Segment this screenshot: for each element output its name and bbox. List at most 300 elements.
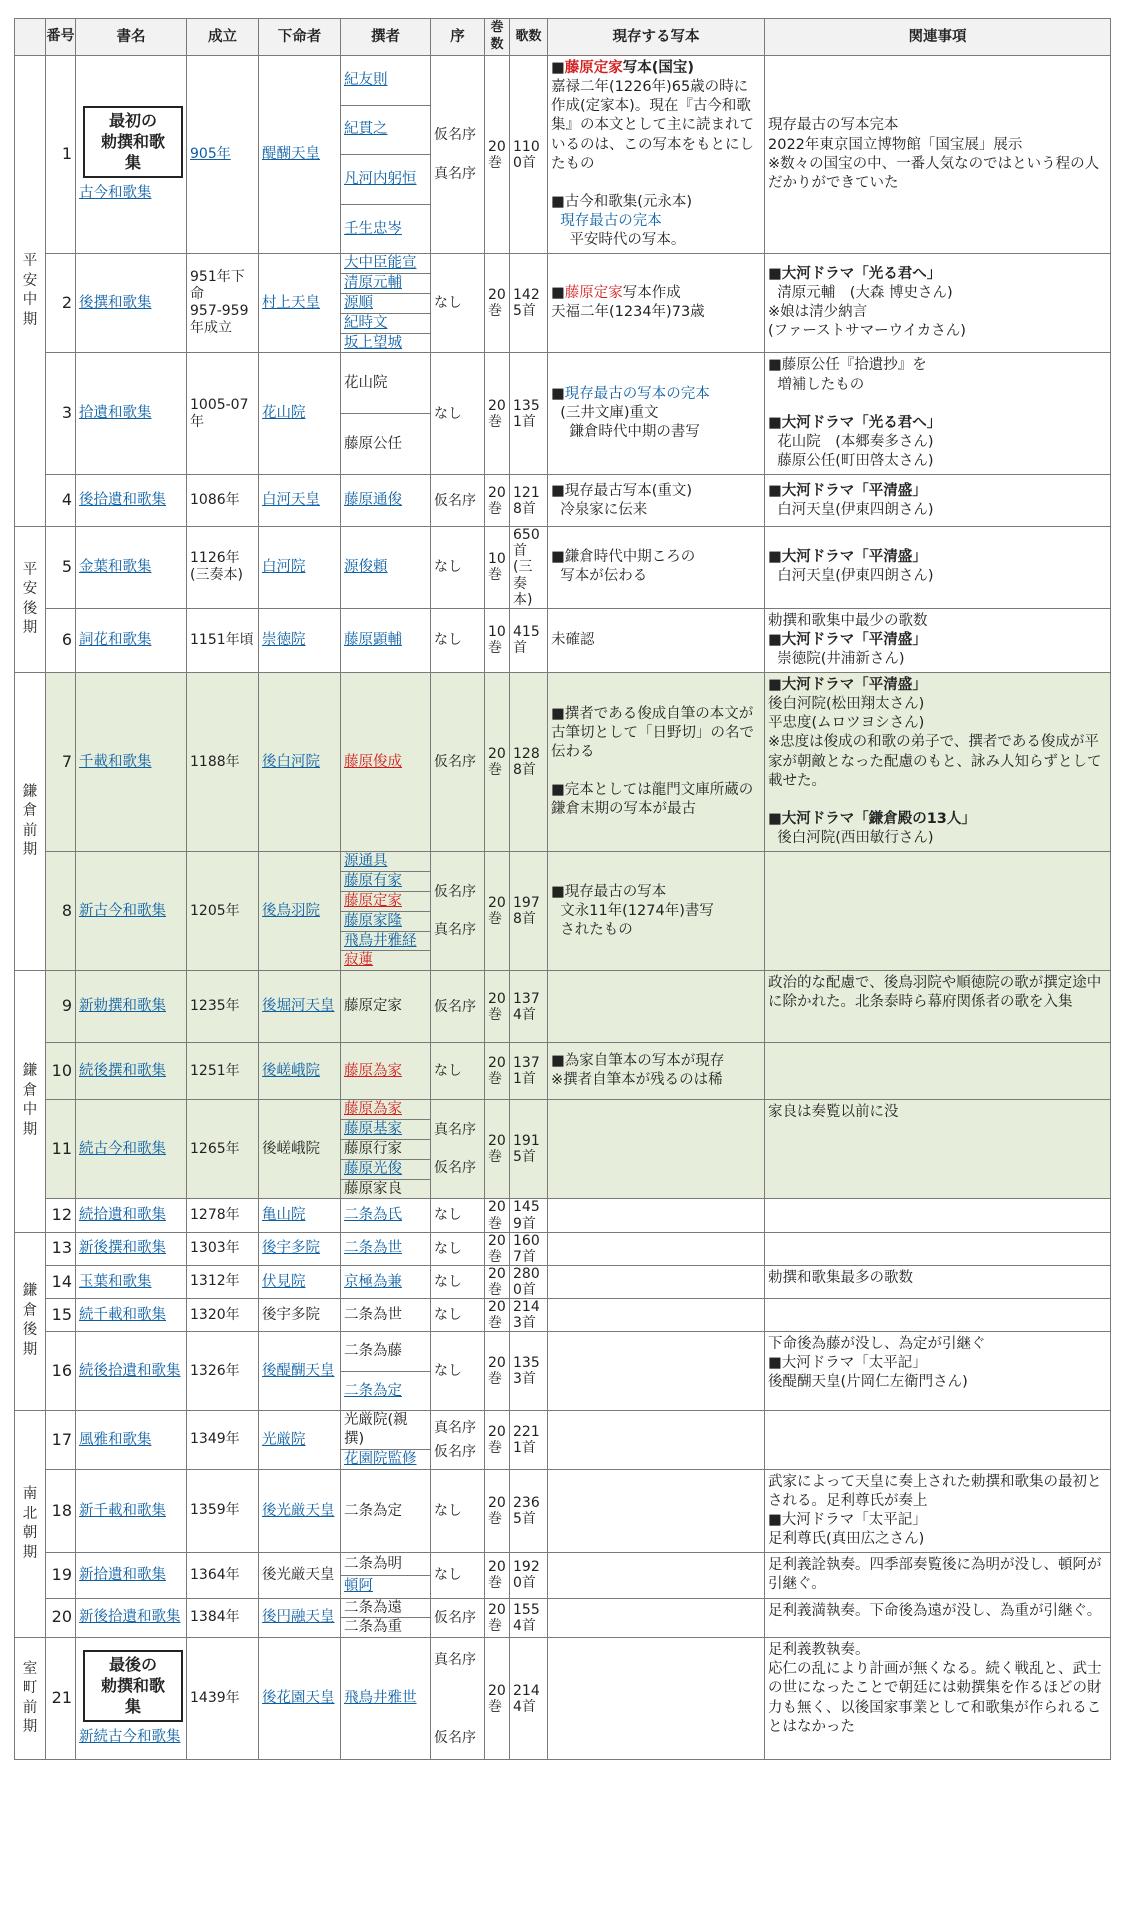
editor-name: 花山院	[344, 374, 388, 391]
editor-name[interactable]: 紀時文	[344, 314, 388, 331]
manuscript-cell	[548, 852, 765, 971]
year-cell	[187, 1100, 259, 1199]
commander-cell	[259, 673, 341, 852]
commander-link[interactable]: 亀山院	[262, 1207, 306, 1224]
anthology-title-link[interactable]: 続千載和歌集	[79, 1306, 166, 1323]
editor-name: 藤原行家	[344, 1140, 402, 1157]
editor-item	[341, 414, 430, 474]
editor-name[interactable]: 紀貫之	[344, 121, 388, 138]
editor-name[interactable]: 頓阿	[344, 1578, 373, 1595]
text-segment: (ファーストサマーウイカさん)	[768, 323, 966, 340]
editors-cell	[341, 1469, 431, 1553]
editor-list	[341, 254, 430, 352]
anthology-title-link[interactable]: 続古今和歌集	[79, 1140, 166, 1157]
preface-item: なし	[434, 1363, 462, 1380]
volume-cell: 10 巻	[485, 608, 510, 672]
manuscript-cell	[548, 56, 765, 254]
commander-link[interactable]: 崇徳院	[262, 631, 306, 648]
row-number: 16	[46, 1332, 76, 1411]
editor-name[interactable]: 壬生忠岑	[344, 220, 402, 237]
editor-name[interactable]: 寂蓮	[344, 952, 373, 969]
volume-cell: 20 巻	[485, 1638, 510, 1760]
preface-cell	[431, 1299, 485, 1332]
editor-name: 二条為世	[344, 1306, 402, 1323]
editor-list	[341, 1332, 430, 1410]
commander-link[interactable]: 後宇多院	[262, 1240, 320, 1257]
editor-item	[341, 475, 430, 526]
editor-name: 藤原定家	[344, 998, 402, 1015]
commander-link[interactable]: 後円融天皇	[262, 1609, 335, 1626]
editor-name[interactable]: 藤原光俊	[344, 1160, 402, 1177]
anthology-title-link[interactable]: 続後拾遺和歌集	[79, 1362, 181, 1379]
editor-list	[341, 475, 430, 526]
text-segment: ■大河ドラマ「鎌倉殿の13人」	[768, 810, 976, 827]
anthology-row	[15, 852, 1111, 971]
era-char: 鎌	[22, 1063, 38, 1080]
text-segment: 足利義詮執奏。四季部奏覧後に為明が没し、頓阿が引継ぐ。	[768, 1557, 1102, 1593]
text-segment: ■大河ドラマ「太平記」	[768, 1355, 927, 1372]
anthology-title-link[interactable]: 続拾遺和歌集	[79, 1207, 166, 1224]
volume-cell: 20 巻	[485, 1199, 510, 1232]
editor-item	[341, 892, 430, 912]
text-segment: 政治的な配慮で、後鳥羽院や順徳院の歌が撰定途中に除かれた。北条泰時ら幕府関係者の歌を入集	[768, 975, 1102, 1011]
volume-cell: 20 巻	[485, 1299, 510, 1332]
anthology-title-link[interactable]: 玉葉和歌集	[79, 1273, 152, 1290]
text-segment: 足利義教執奏。 応仁の乱により計画が無くなる。続く戦乱と、武士の世になったことで朝廷には勅撰集を作るほどの財力も無く、以後国家事業として和歌集が作られることはなかった	[768, 1642, 1102, 1735]
editor-item	[341, 1576, 430, 1598]
preface-cell	[431, 56, 485, 254]
poem-count-cell: 2144首	[510, 1638, 548, 1760]
related-cell	[765, 1100, 1111, 1199]
row-number: 2	[46, 254, 76, 353]
header-related: 関連事項	[765, 19, 1111, 56]
editors-cell	[341, 1299, 431, 1332]
row-number: 10	[46, 1043, 76, 1100]
editor-name[interactable]: 大中臣能宣	[344, 255, 417, 272]
volume-cell: 20 巻	[485, 673, 510, 852]
anthology-title-link[interactable]: 古今和歌集	[79, 185, 152, 202]
year-text: 1151年頃	[190, 631, 254, 648]
preface-item: なし	[434, 632, 462, 649]
commander-cell	[259, 1043, 341, 1100]
text-segment: ■	[551, 386, 565, 403]
header-era	[15, 19, 46, 56]
editor-list	[341, 852, 430, 970]
related-cell	[765, 673, 1111, 852]
year-text: 1126年 (三奏本)	[190, 550, 243, 584]
editor-item	[341, 1553, 430, 1576]
preface-item: 仮名序	[434, 127, 476, 144]
text-segment: (三井文庫)重文	[551, 405, 659, 422]
editor-item	[341, 852, 430, 872]
text-segment: 家良は奏覧以前に没	[768, 1104, 899, 1121]
editor-item	[341, 912, 430, 932]
commander-link[interactable]: 後堀河天皇	[262, 998, 335, 1015]
text-segment: ■完本としては龍門文庫所蔵の鎌倉末期の写本が最古	[551, 782, 754, 818]
poem-count-cell: 1425首	[510, 254, 548, 353]
anthology-row	[15, 1100, 1111, 1199]
header-editors: 撰者	[341, 19, 431, 56]
anthology-table	[14, 18, 1111, 1760]
editor-item	[341, 155, 430, 205]
volume-cell: 20 巻	[485, 971, 510, 1043]
preface-item: 仮名序	[434, 1729, 476, 1746]
year-text: 1086年	[190, 492, 240, 509]
text-segment: ※数々の国宝の中、一番人気なのではという程の人だかりができていた	[768, 155, 1100, 191]
commander-link[interactable]: 後醍醐天皇	[262, 1362, 335, 1379]
preface-cell	[431, 1638, 485, 1760]
text-segment: ■	[551, 285, 565, 302]
editor-name[interactable]: 藤原俊成	[344, 753, 402, 770]
related-cell	[765, 1199, 1111, 1232]
anthology-row	[15, 1469, 1111, 1553]
commander-link[interactable]: 白河院	[262, 559, 306, 576]
anthology-row	[15, 1598, 1111, 1638]
editor-name[interactable]: 源順	[344, 294, 373, 311]
row-number: 21	[46, 1638, 76, 1760]
editor-list	[341, 56, 430, 253]
preface-item: 真名序	[434, 1419, 476, 1436]
commander-cell	[259, 1469, 341, 1553]
editor-name[interactable]: 飛鳥井雅経	[344, 932, 417, 949]
anthology-title-link[interactable]: 金葉和歌集	[79, 559, 152, 576]
year-cell	[187, 1232, 259, 1265]
anthology-title-link[interactable]: 拾遺和歌集	[79, 405, 152, 422]
volume-cell: 20 巻	[485, 475, 510, 527]
editor-name[interactable]: 藤原通俊	[344, 492, 402, 509]
preface-cell	[431, 608, 485, 672]
header-year: 成立	[187, 19, 259, 56]
editor-name[interactable]: 二条為定	[344, 1382, 402, 1399]
preface-item: 真名序	[434, 1122, 476, 1139]
anthology-title-link[interactable]: 新千載和歌集	[79, 1502, 166, 1519]
editor-item	[341, 56, 430, 106]
era-char: 期	[22, 842, 38, 859]
poem-count-cell: 1374首	[510, 971, 548, 1043]
era-char: 室	[22, 1660, 38, 1677]
volume-cell: 20 巻	[485, 1469, 510, 1553]
anthology-title-link[interactable]: 後撰和歌集	[79, 294, 152, 311]
editors-cell	[341, 254, 431, 353]
editor-name[interactable]: 清原元輔	[344, 275, 402, 292]
manuscript-cell	[548, 527, 765, 608]
editor-name[interactable]: 源俊頼	[344, 559, 388, 576]
year-cell	[187, 673, 259, 852]
title-cell	[76, 608, 187, 672]
related-cell	[765, 1232, 1111, 1265]
era-kamakura-late	[15, 1232, 46, 1411]
volume-cell: 20 巻	[485, 1265, 510, 1298]
text-segment: 後白河院(西田敏行さん)	[768, 830, 934, 847]
era-char: 後	[22, 600, 38, 617]
editor-list	[341, 971, 430, 1042]
anthology-title-link[interactable]: 千載和歌集	[79, 753, 152, 770]
anthology-row	[15, 673, 1111, 852]
manuscript-cell	[548, 1199, 765, 1232]
year-cell	[187, 1411, 259, 1470]
manuscript-cell	[548, 1598, 765, 1638]
editor-name[interactable]: 坂上望城	[344, 334, 402, 351]
text-segment: ■藤原公任『拾遺抄』を	[768, 357, 927, 374]
editor-name[interactable]: 源通具	[344, 853, 388, 870]
editors-cell	[341, 1638, 431, 1760]
related-cell	[765, 353, 1111, 475]
era-char: 期	[22, 1719, 38, 1736]
text-segment: 白河天皇(伊東四朗さん)	[768, 568, 934, 585]
anthology-title-link[interactable]: 詞花和歌集	[79, 631, 152, 648]
year-cell	[187, 971, 259, 1043]
commander-link[interactable]: 光厳院	[262, 1431, 306, 1448]
commander-link[interactable]: 後白河院	[262, 753, 320, 770]
text-segment: ■大河ドラマ「平清盛」	[768, 631, 927, 648]
year-cell	[187, 475, 259, 527]
editor-name[interactable]: 二条為氏	[344, 1207, 402, 1224]
title-cell	[76, 353, 187, 475]
poem-count-cell: 1371首	[510, 1043, 548, 1100]
commander-link: 後光厳天皇	[262, 1566, 335, 1583]
editor-item	[341, 314, 430, 334]
preface-cell	[431, 1553, 485, 1598]
title-cell	[76, 1232, 187, 1265]
era-char: 中	[22, 292, 38, 309]
poem-count-cell: 1920首	[510, 1553, 548, 1598]
editor-name: 二条為藤	[344, 1343, 402, 1360]
commander-link[interactable]: 白河天皇	[262, 492, 320, 509]
editor-name: 光厳院(親撰)	[344, 1412, 408, 1448]
editor-name[interactable]: 藤原為家	[344, 1062, 402, 1079]
anthology-row	[15, 527, 1111, 608]
preface-cell	[431, 1265, 485, 1298]
editor-name: 二条為重	[344, 1619, 402, 1636]
editor-item	[341, 1411, 430, 1450]
editor-item	[341, 1266, 430, 1298]
editor-name[interactable]: 凡河内躬恒	[344, 170, 417, 187]
commander-cell	[259, 1265, 341, 1298]
text-segment: 平安時代の写本。	[551, 232, 686, 249]
row-number: 19	[46, 1553, 76, 1598]
editor-list	[341, 1553, 430, 1597]
editors-cell	[341, 852, 431, 971]
editor-name[interactable]: 京極為兼	[344, 1273, 402, 1290]
year-cell	[187, 527, 259, 608]
commander-cell	[259, 608, 341, 672]
era-char: 期	[22, 311, 38, 328]
editor-name[interactable]: 藤原基家	[344, 1121, 402, 1138]
editor-item	[341, 1043, 430, 1099]
editor-list	[341, 1411, 430, 1469]
anthology-title-link[interactable]: 新後拾遺和歌集	[79, 1609, 181, 1626]
preface-cell	[431, 1469, 485, 1553]
commander-cell	[259, 1598, 341, 1638]
era-char: 朝	[22, 1525, 38, 1542]
commander-link[interactable]: 後花園天皇	[262, 1690, 335, 1707]
commander-link[interactable]: 後嵯峨院	[262, 1062, 320, 1079]
commander-cell	[259, 1100, 341, 1199]
commander-cell	[259, 1332, 341, 1411]
commander-link: 後嵯峨院	[262, 1140, 320, 1157]
row-number: 14	[46, 1265, 76, 1298]
manuscript-cell	[548, 1299, 765, 1332]
preface-item: なし	[434, 1307, 462, 1324]
text-segment: 清原元輔 (大森 博史さん)	[768, 285, 953, 302]
row-number: 4	[46, 475, 76, 527]
editor-list	[341, 1638, 430, 1759]
editor-item	[341, 527, 430, 607]
anthology-row	[15, 1638, 1111, 1760]
commander-cell	[259, 254, 341, 353]
row-number: 3	[46, 353, 76, 475]
commander-cell	[259, 353, 341, 475]
editor-item	[341, 205, 430, 254]
title-cell	[76, 475, 187, 527]
anthology-title-link[interactable]: 風雅和歌集	[79, 1431, 152, 1448]
title-wrap	[79, 1650, 183, 1747]
year-text: 1326年	[190, 1362, 240, 1379]
volume-cell: 20 巻	[485, 1411, 510, 1470]
year-cell	[187, 1265, 259, 1298]
title-cell	[76, 1638, 187, 1760]
commander-cell	[259, 1299, 341, 1332]
commander-link[interactable]: 伏見院	[262, 1273, 306, 1290]
editor-name[interactable]: 藤原顕輔	[344, 631, 402, 648]
commander-link[interactable]: 花山院	[262, 405, 306, 422]
poem-count-cell: 415首	[510, 608, 548, 672]
editor-item	[341, 1120, 430, 1140]
commander-link[interactable]: 後鳥羽院	[262, 902, 320, 919]
text-segment: 嘉禄二年(1226年)65歳の時に作成(定家本)。現在『古今和歌集』の本文として主に読まれているのは、この写本をもとにしたもの	[551, 79, 754, 172]
anthology-row	[15, 475, 1111, 527]
text-segment: 後白河院(松田翔太さん)	[768, 696, 925, 713]
editor-name: 二条為明	[344, 1555, 402, 1572]
preface-item: 仮名序	[434, 754, 476, 771]
editor-name: 藤原公任	[344, 435, 402, 452]
volume-cell: 20 巻	[485, 1232, 510, 1265]
preface-item: 仮名序	[434, 1609, 476, 1626]
editor-list	[341, 609, 430, 672]
commander-link[interactable]: 村上天皇	[262, 294, 320, 311]
anthology-row	[15, 1332, 1111, 1411]
anthology-title-link[interactable]: 後拾遺和歌集	[79, 492, 166, 509]
editor-name[interactable]: 飛鳥井雅世	[344, 1690, 417, 1707]
anthology-row	[15, 1265, 1111, 1298]
editor-name[interactable]: 花園院監修	[344, 1450, 417, 1467]
era-char: 前	[22, 1699, 38, 1716]
preface-cell	[431, 475, 485, 527]
editor-item	[341, 1618, 430, 1637]
anthology-title-link[interactable]: 続後撰和歌集	[79, 1062, 166, 1079]
editor-item	[341, 106, 430, 156]
preface-item: なし	[434, 1207, 462, 1224]
text-segment: ■為家自筆本の写本が現存	[551, 1053, 725, 1070]
text-segment: 写本(国宝)	[622, 60, 694, 76]
preface-cell	[431, 971, 485, 1043]
editors-cell	[341, 1598, 431, 1638]
editor-name[interactable]: 二条為世	[344, 1240, 402, 1257]
editor-item	[341, 1140, 430, 1160]
manuscript-cell	[548, 475, 765, 527]
editors-cell	[341, 1100, 431, 1199]
anthology-title-link[interactable]: 新勅撰和歌集	[79, 998, 166, 1015]
year-cell	[187, 1299, 259, 1332]
anthology-title-link[interactable]: 新拾遺和歌集	[79, 1566, 166, 1583]
manuscript-cell	[548, 608, 765, 672]
poem-count-cell: 1915首	[510, 1100, 548, 1199]
editor-name[interactable]: 紀友則	[344, 71, 388, 88]
anthology-row	[15, 1199, 1111, 1232]
preface-item: なし	[434, 405, 462, 422]
preface-item: なし	[434, 1063, 462, 1080]
manuscript-cell	[548, 1553, 765, 1598]
editor-name[interactable]: 藤原為家	[344, 1101, 402, 1118]
commander-link[interactable]: 醍醐天皇	[262, 146, 320, 163]
preface-cell	[431, 852, 485, 971]
anthology-title-link[interactable]: 新後撰和歌集	[79, 1240, 166, 1257]
year-text: 1205年	[190, 902, 240, 919]
anthology-row	[15, 1553, 1111, 1598]
commander-link[interactable]: 後光厳天皇	[262, 1502, 335, 1519]
poem-count-cell: 1607首	[510, 1232, 548, 1265]
title-cell	[76, 254, 187, 353]
manuscript-cell	[548, 1332, 765, 1411]
era-char: 平	[22, 561, 38, 578]
text-segment: 文永11年(1274年)書写	[551, 902, 714, 919]
editor-name[interactable]: 藤原定家	[344, 892, 402, 909]
row-number: 5	[46, 527, 76, 608]
poem-count-cell: 1100首	[510, 56, 548, 254]
editor-name[interactable]: 藤原有家	[344, 873, 402, 890]
editors-cell	[341, 971, 431, 1043]
manuscript-cell	[548, 1265, 765, 1298]
editor-item	[341, 1299, 430, 1331]
text-segment: 足利義満執奏。下命後為遠が没し、為重が引継ぐ。	[768, 1602, 1102, 1619]
editors-cell	[341, 1411, 431, 1470]
editor-list	[341, 1233, 430, 1265]
related-cell	[765, 1299, 1111, 1332]
editors-cell	[341, 1332, 431, 1411]
year-cell	[187, 56, 259, 254]
anthology-row	[15, 608, 1111, 672]
header-volumes: 巻数	[485, 19, 510, 56]
text-segment: 下命後為藤が没し、為定が引継ぐ	[768, 1336, 986, 1353]
related-cell	[765, 1043, 1111, 1100]
era-nanbokucho	[15, 1411, 46, 1638]
editor-name[interactable]: 藤原家隆	[344, 912, 402, 929]
editor-item	[341, 1372, 430, 1411]
text-segment: 写本が伝わる	[551, 568, 648, 585]
era-kamakura-early	[15, 673, 46, 971]
row-number: 6	[46, 608, 76, 672]
editor-item	[341, 609, 430, 672]
text-segment: 勅撰和歌集中最少の歌数	[768, 612, 928, 629]
year-cell	[187, 1553, 259, 1598]
poem-count-cell: 1353首	[510, 1332, 548, 1411]
editor-list	[341, 1199, 430, 1231]
editor-item	[341, 353, 430, 414]
text-segment: 勅撰和歌集最多の歌数	[768, 1269, 913, 1286]
text-segment: 白河天皇(伊東四朗さん)	[768, 501, 934, 518]
preface-cell	[431, 1199, 485, 1232]
editors-cell	[341, 673, 431, 852]
year-cell	[187, 1043, 259, 1100]
year-cell	[187, 1332, 259, 1411]
first-anthology-badge: 最初の 勅撰和歌集	[83, 106, 183, 178]
preface-cell	[431, 1043, 485, 1100]
anthology-title-link[interactable]: 新古今和歌集	[79, 902, 166, 919]
related-cell	[765, 608, 1111, 672]
year-text[interactable]: 905年	[190, 146, 231, 163]
editor-item	[341, 254, 430, 274]
anthology-title-link[interactable]: 新続古今和歌集	[79, 1729, 181, 1746]
